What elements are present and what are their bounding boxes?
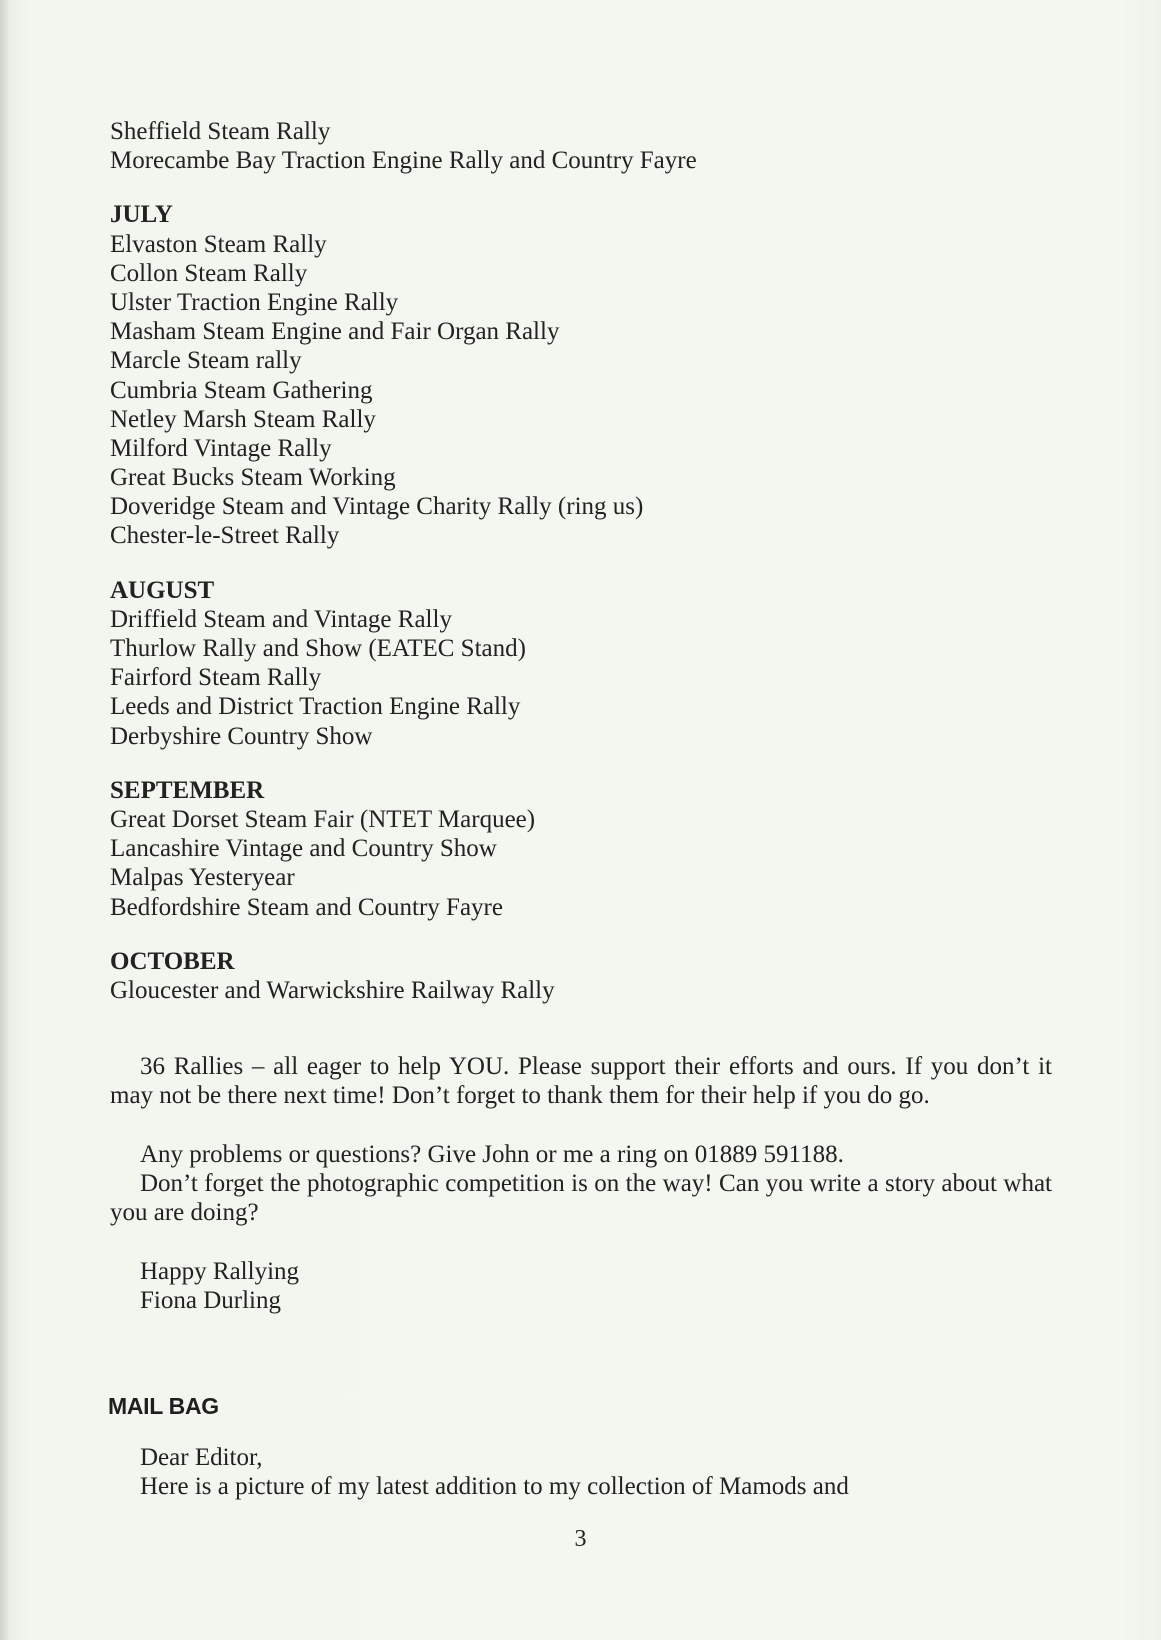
page-number: 3 [574, 1526, 587, 1552]
event-item: Thurlow Rally and Show (EATEC Stand) [110, 635, 526, 662]
event-item: Bedfordshire Steam and Country Fayre [110, 893, 503, 921]
intro-event: Sheffield Steam Rally [110, 118, 331, 145]
event-item: Gloucester and Warwickshire Railway Rally [110, 976, 555, 1004]
event-item: Cumbria Steam Gathering [110, 376, 373, 404]
rallies-paragraph: 36 Rallies – all eager to help YOU. Please support their efforts and ours. If you don’t it may not be there next time! Don’t forget to thank them for their help if you do go. [110, 1053, 1052, 1110]
intro-event: Morecambe Bay Traction Engine Rally and Country Fayre [110, 147, 697, 175]
month-heading-august: AUGUST [110, 576, 215, 604]
month-heading-july: JULY [110, 201, 173, 229]
event-item: Driffield Steam and Vintage Rally [110, 605, 452, 633]
event-item: Doveridge Steam and Vintage Charity Rally (ring us) [110, 493, 644, 521]
month-heading-october: OCTOBER [110, 947, 235, 975]
page-binding-edge [0, 0, 10, 1640]
event-item: Great Bucks Steam Working [110, 464, 396, 492]
month-heading-september: SEPTEMBER [110, 776, 265, 804]
contact-paragraph: Any problems or questions? Give John or me a ring on 01889 591188. [140, 1141, 844, 1168]
event-item: Malpas Yesteryear [110, 864, 295, 892]
event-item: Ulster Traction Engine Rally [110, 288, 399, 316]
event-item: Elvaston Steam Rally [110, 230, 327, 258]
event-item: Derbyshire Country Show [110, 722, 373, 750]
event-item: Chester-le-Street Rally [110, 522, 340, 550]
letter-text: Here is a picture of my latest addition to my collection of Mamods and [140, 1473, 849, 1500]
event-item: Fairford Steam Rally [110, 664, 322, 692]
event-item: Collon Steam Rally [110, 259, 308, 287]
event-item: Milford Vintage Rally [110, 434, 332, 462]
competition-paragraph: Don’t forget the photographic competition is on the way! Can you write a story about what you are doing? [110, 1170, 1052, 1227]
mail-bag-heading: MAIL BAG [108, 1393, 219, 1419]
letter-salutation: Dear Editor, [140, 1444, 263, 1471]
event-item: Marcle Steam rally [110, 347, 302, 375]
signoff-greeting: Happy Rallying [140, 1258, 300, 1285]
event-item: Great Dorset Steam Fair (NTET Marquee) [110, 805, 536, 833]
rally-listing [110, 117, 1050, 1005]
event-item: Masham Steam Engine and Fair Organ Rally [110, 318, 560, 346]
event-item: Lancashire Vintage and Country Show [110, 835, 497, 863]
event-item: Netley Marsh Steam Rally [110, 405, 376, 433]
signoff-author: Fiona Durling [140, 1287, 281, 1314]
event-item: Leeds and District Traction Engine Rally [110, 693, 521, 721]
